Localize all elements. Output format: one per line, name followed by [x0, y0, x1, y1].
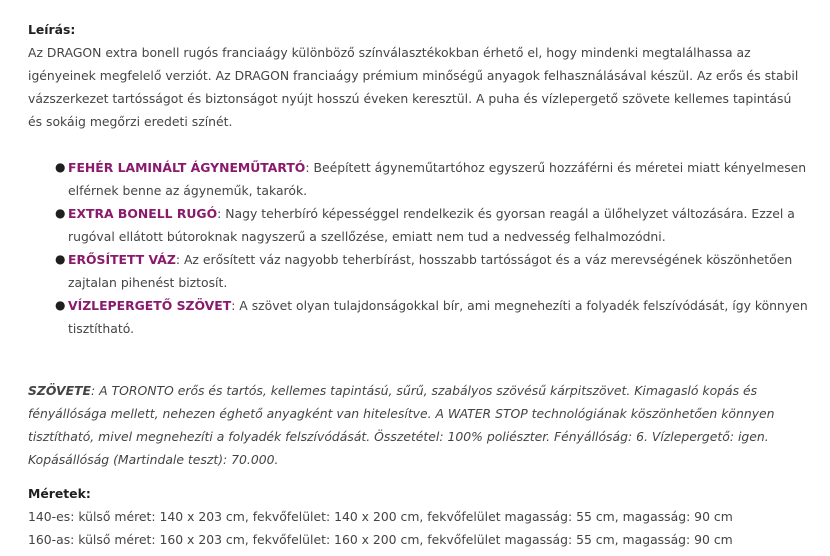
feature-list [28, 156, 828, 340]
bullet-dot-icon: ● [55, 160, 66, 174]
feature-text: : Beépített ágyneműtartóhoz egyszerű hozzáférni és méretei miatt kényelmesen elférnek benne az ágyneműk, takarók. [68, 160, 807, 198]
fabric-text: : A TORONTO erős és tartós, kellemes tapintású, sűrű, szabályos szövésű kárpitszövet. Kimagasló kopás és fényállósága mellett, nehezen éghető anyagként van hitelesítve. A WATER STOP technológiának köszönhetően könnyen tisztítható, mivel megnehezíti a folyadék felszívódását. Összetétel: 100% poliészter. Fényállóság: 6. Vízlepergető: igen. Kopásállóság (Martindale teszt): 70.000. [28, 383, 775, 467]
feature-term: VÍZLEPERGETŐ SZÖVET [68, 298, 232, 313]
feature-item [55, 156, 828, 202]
feature-text: : Nagy teherbíró képességgel rendelkezik és gyorsan reagál a ülőhelyzet változására. Ezzel a rugóval ellátott bútoroknak nagyszerű a szellőzése, emiatt nem tud a nedvesség felhalmozódni. [68, 206, 795, 244]
bullet-dot-icon: ● [55, 252, 66, 266]
feature-text: : Az erősített váz nagyobb teherbírást, hosszabb tartósságot és a váz merevségének köszönhetően zajtalan pihenést biztosít. [68, 252, 793, 290]
feature-item [55, 248, 828, 294]
description-text: Az DRAGON extra bonell rugós franciaágy különböző színválasztékokban érhető el, hogy mindenki megtalálhassa az igényeinek megfelelő verziót. Az DRAGON franciaágy prémium minőségű anyagok felhasználásával készül. Az erős és stabil vázszerkezet tartósságot és biztonságot nyújt hosszú éveken keresztül. A puha és vízlepergető szövete kellemes tapintású és sokáig megőrzi eredeti színét. [28, 45, 799, 129]
bullet-dot-icon: ● [55, 206, 66, 220]
bullet-dot-icon: ● [55, 298, 66, 312]
description-heading: Leírás: [28, 22, 76, 37]
feature-term: FEHÉR LAMINÁLT ÁGYNEMŰTARTÓ [68, 160, 306, 175]
size-line-140: 140-es: külső méret: 140 x 203 cm, fekvőfelület: 140 x 200 cm, fekvőfelület magasság: 55 cm, magasság: 90 cm [28, 509, 733, 524]
fabric-description [28, 379, 798, 471]
fabric-term: SZÖVETE [28, 383, 91, 398]
feature-item [55, 202, 828, 248]
size-line-160: 160-as: külső méret: 160 x 203 cm, fekvőfelület: 160 x 200 cm, fekvőfelület magasság: 55 cm, magasság: 90 cm [28, 532, 733, 547]
feature-item [55, 294, 828, 340]
feature-term: EXTRA BONELL RUGÓ [68, 206, 218, 221]
feature-term: ERŐSÍTETT VÁZ [68, 252, 176, 267]
feature-text: : A szövet olyan tulajdonságokkal bír, ami megnehezíti a folyadék felszívódását, így könnyen tisztítható. [68, 298, 808, 336]
sizes-heading: Méretek: [28, 486, 91, 501]
